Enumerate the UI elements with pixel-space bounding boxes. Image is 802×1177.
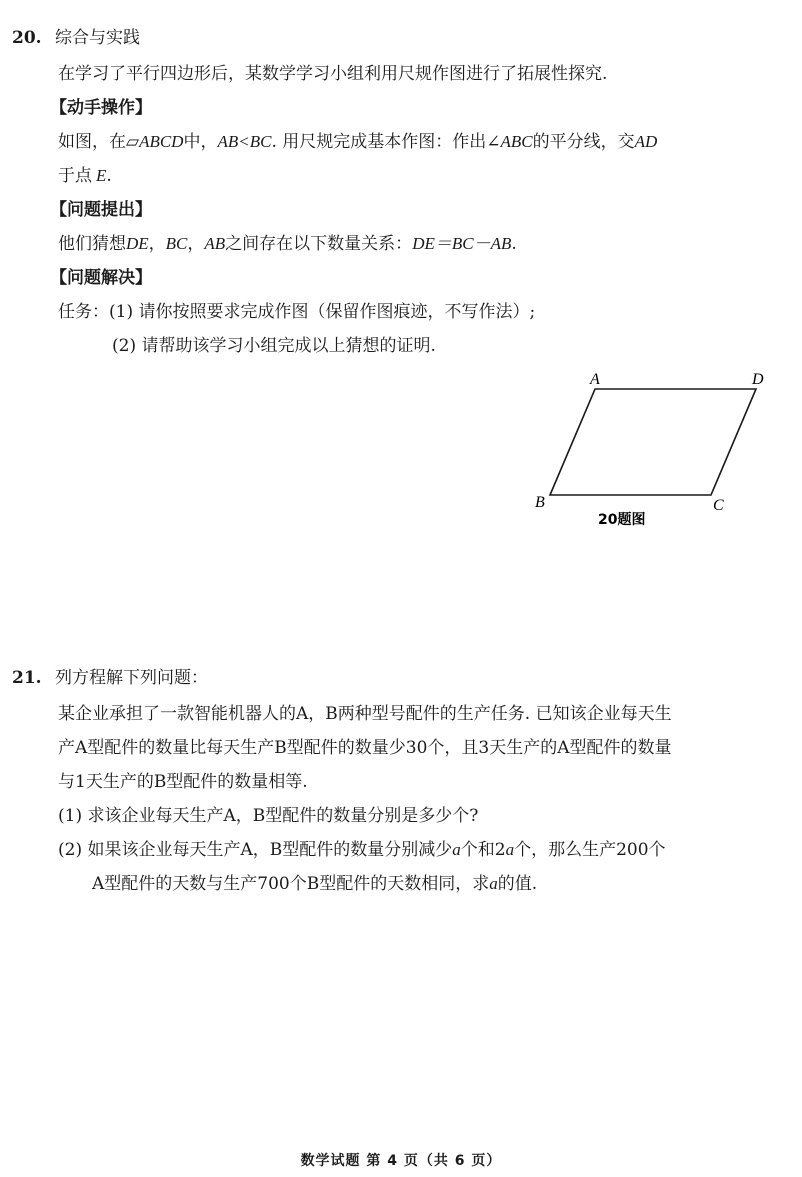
- q20-text-b: 中，: [183, 132, 218, 152]
- q20-text-f: .: [106, 166, 112, 186]
- q20-text-e: 于点: [58, 166, 92, 186]
- q20-task2: (2) 请帮助该学习小组完成以上猜想的证明.: [112, 336, 436, 356]
- vertex-label-d: D: [752, 371, 764, 388]
- q21-item2-line2: [92, 872, 537, 896]
- q21-number: 21.: [12, 668, 42, 688]
- q20-section-problem: 【问题提出】: [50, 200, 152, 220]
- q20-hands-on-line2: [58, 164, 112, 188]
- vertex-label-c: C: [713, 497, 724, 514]
- q21-var-a-1: a: [452, 840, 461, 859]
- q20-number: 20.: [12, 28, 42, 48]
- vertex-label-b: B: [535, 494, 545, 511]
- q20-conjecture: [58, 232, 517, 256]
- q21-item2-line1: [58, 838, 666, 862]
- q20-conj-text-c: ，: [187, 234, 205, 254]
- q20-de-math: DE: [126, 234, 149, 253]
- q21-item2-text-b: 个和2: [460, 840, 506, 860]
- vertex-label-a: A: [590, 371, 600, 388]
- parallelogram-abcd: [550, 389, 756, 495]
- q20-inequality-math: AB<BC: [217, 132, 272, 151]
- q21-item2-text-c: 个，那么生产200个: [514, 840, 666, 860]
- figure-caption: 20题图: [598, 512, 646, 528]
- q21-item2-text-e: 的值.: [497, 874, 538, 894]
- q20-conj-text-e: .: [511, 234, 517, 254]
- q21-para-line1: 某企业承担了一款智能机器人的A，B两种型号配件的生产任务. 已知该企业每天生: [58, 704, 672, 724]
- q20-task1: 任务：(1) 请你按照要求完成作图（保留作图痕迹，不写作法）;: [58, 302, 536, 322]
- q20-title: 综合与实践: [54, 28, 140, 48]
- q20-intro: 在学习了平行四边形后，某数学学习小组利用尺规作图进行了拓展性探究.: [58, 64, 608, 84]
- q21-var-a-3: a: [489, 874, 498, 893]
- q21-var-a-2: a: [505, 840, 515, 859]
- q20-conj-text-d: 之间存在以下数量关系：: [225, 234, 413, 254]
- q20-section-solution: 【问题解决】: [50, 268, 152, 288]
- q20-relation-math: DE＝BC－AB: [412, 234, 512, 253]
- q20-angle-math: ∠ABC: [486, 132, 533, 151]
- q21-title: 列方程解下列问题：: [54, 668, 208, 688]
- q20-ad-math: AD: [634, 132, 658, 151]
- q20-point-e-math: E: [96, 166, 107, 185]
- q20-parallelogram-figure: [530, 368, 780, 538]
- q20-text-a: 如图，在: [58, 132, 126, 152]
- q20-text-d: 的平分线，交: [532, 132, 635, 152]
- q21-para-line3: 与1天生产的B型配件的数量相等.: [58, 772, 308, 792]
- q20-bc-math: BC: [165, 234, 188, 253]
- q20-conj-text-b: ，: [148, 234, 166, 254]
- page-footer: 数学试题 第 4 页（共 6 页）: [300, 1153, 502, 1169]
- q21-item1: (1) 求该企业每天生产A，B型配件的数量分别是多少个?: [58, 806, 479, 826]
- q21-heading: [12, 666, 208, 690]
- q20-section-hands-on: 【动手操作】: [50, 98, 152, 118]
- q20-conj-text-a: 他们猜想: [58, 234, 126, 254]
- q21-para-line2: 产A型配件的数量比每天生产B型配件的数量少30个，且3天生产的A型配件的数量: [58, 738, 672, 758]
- q20-hands-on-line1: [58, 130, 657, 154]
- q20-text-c: . 用尺规完成基本作图：作出: [271, 132, 487, 152]
- q20-parallelogram-math: ▱ABCD: [126, 132, 184, 151]
- q20-ab-math: AB: [204, 234, 226, 253]
- q21-item2-text-a: (2) 如果该企业每天生产A，B型配件的数量分别减少: [58, 840, 453, 860]
- q21-item2-text-d: A型配件的天数与生产700个B型配件的天数相同，求: [92, 874, 490, 894]
- q20-heading: [12, 26, 140, 50]
